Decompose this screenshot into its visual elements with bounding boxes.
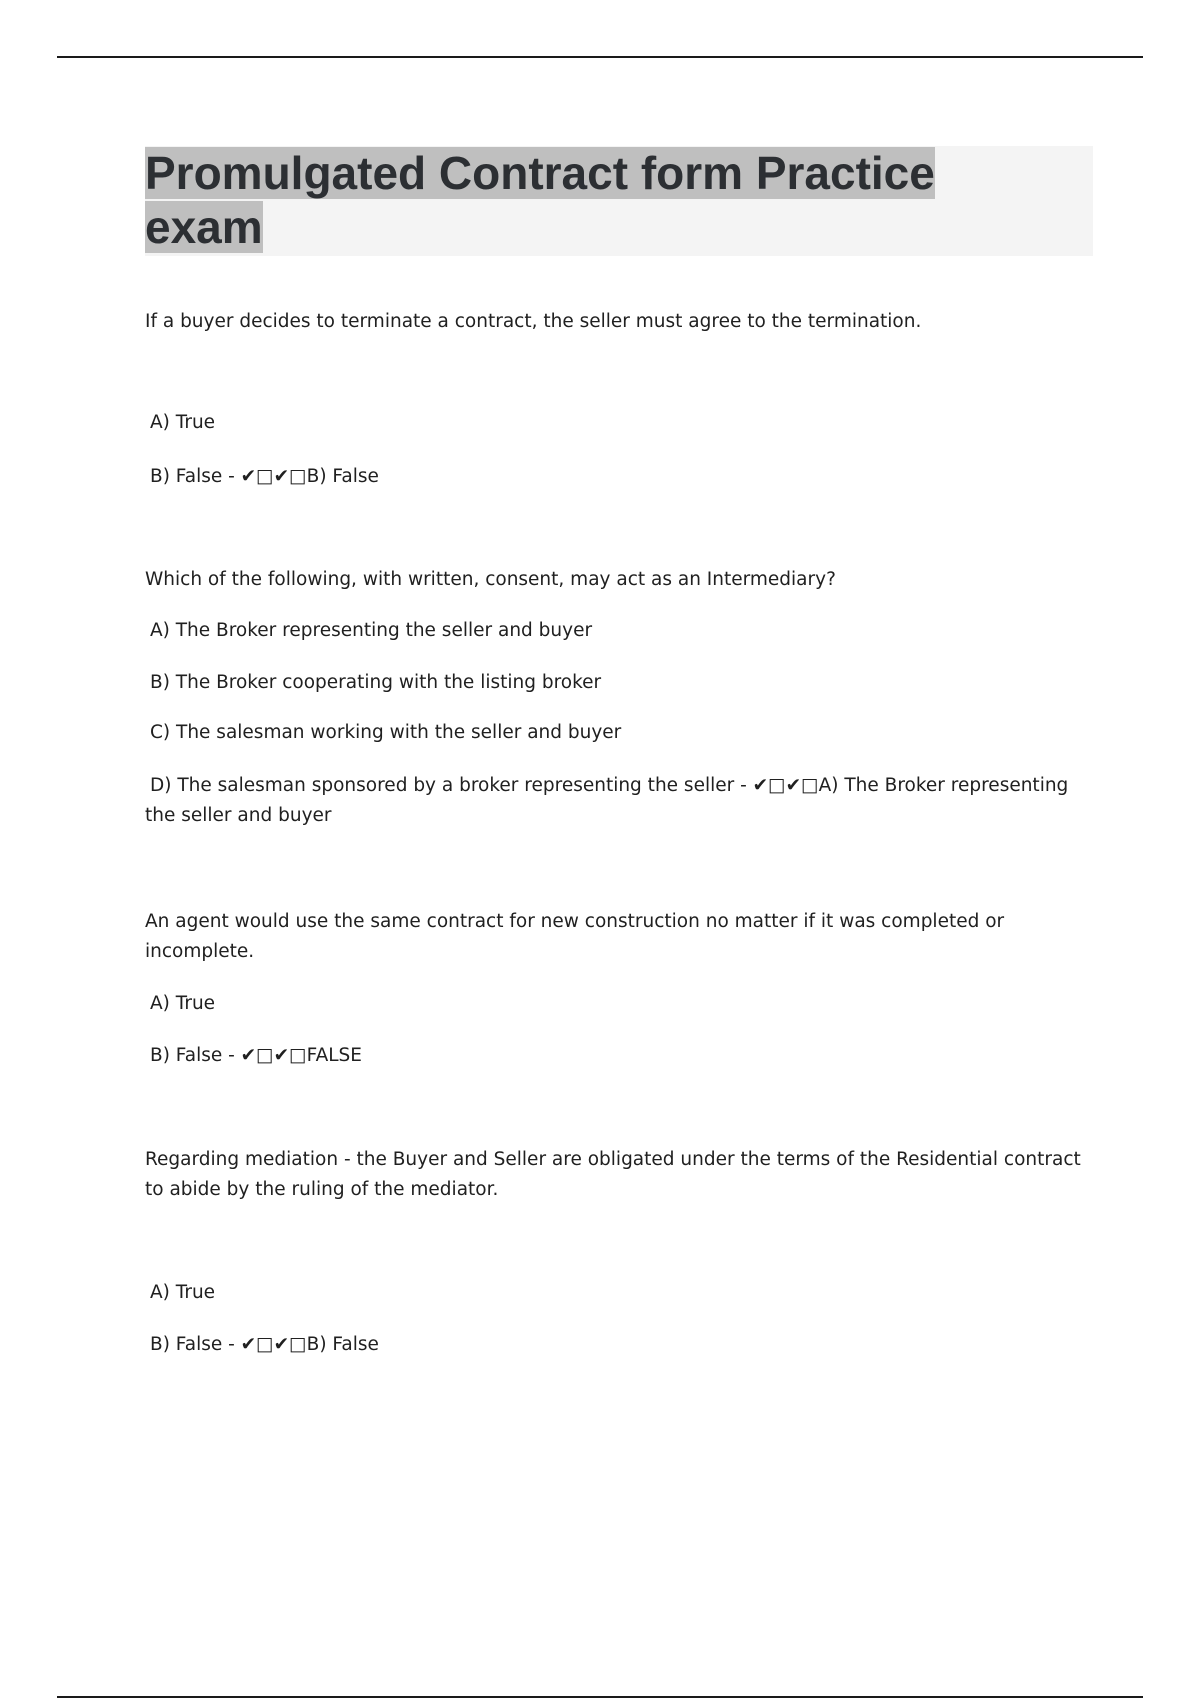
top-rule [57, 56, 1143, 58]
page-title [145, 146, 1005, 254]
bottom-rule [57, 1696, 1143, 1698]
question-3-text: An agent would use the same contract for new construction no matter if it was completed or incomplete. [145, 911, 1005, 962]
question-2-option-c: C) The salesman working with the seller and buyer [150, 722, 622, 743]
question-1-text: If a buyer decides to terminate a contract, the seller must agree to the termination. [145, 311, 922, 332]
question-2-option-d: D) The salesman sponsored by a broker representing the seller - ✔□✔□A) The Broker representing the seller and buyer [145, 775, 1069, 826]
question-3-option-a: A) True [150, 993, 216, 1014]
page-title-text: Promulgated Contract form Practice exam [145, 147, 935, 253]
question-2-option-a: A) The Broker representing the seller and buyer [150, 620, 593, 641]
question-2-option-b: B) The Broker cooperating with the listing broker [150, 672, 602, 693]
question-3-option-b: B) False - ✔□✔□FALSE [150, 1045, 362, 1066]
question-4-text: Regarding mediation - the Buyer and Seller are obligated under the terms of the Residential contract to abide by the ruling of the mediator. [145, 1149, 1081, 1200]
question-4-option-a: A) True [150, 1282, 216, 1303]
question-1-option-a: A) True [150, 412, 216, 433]
title-block [145, 146, 1093, 256]
question-4-option-b: B) False - ✔□✔□B) False [150, 1334, 379, 1355]
question-1-option-b: B) False - ✔□✔□B) False [150, 466, 379, 487]
question-2-text: Which of the following, with written, consent, may act as an Intermediary? [145, 569, 836, 590]
